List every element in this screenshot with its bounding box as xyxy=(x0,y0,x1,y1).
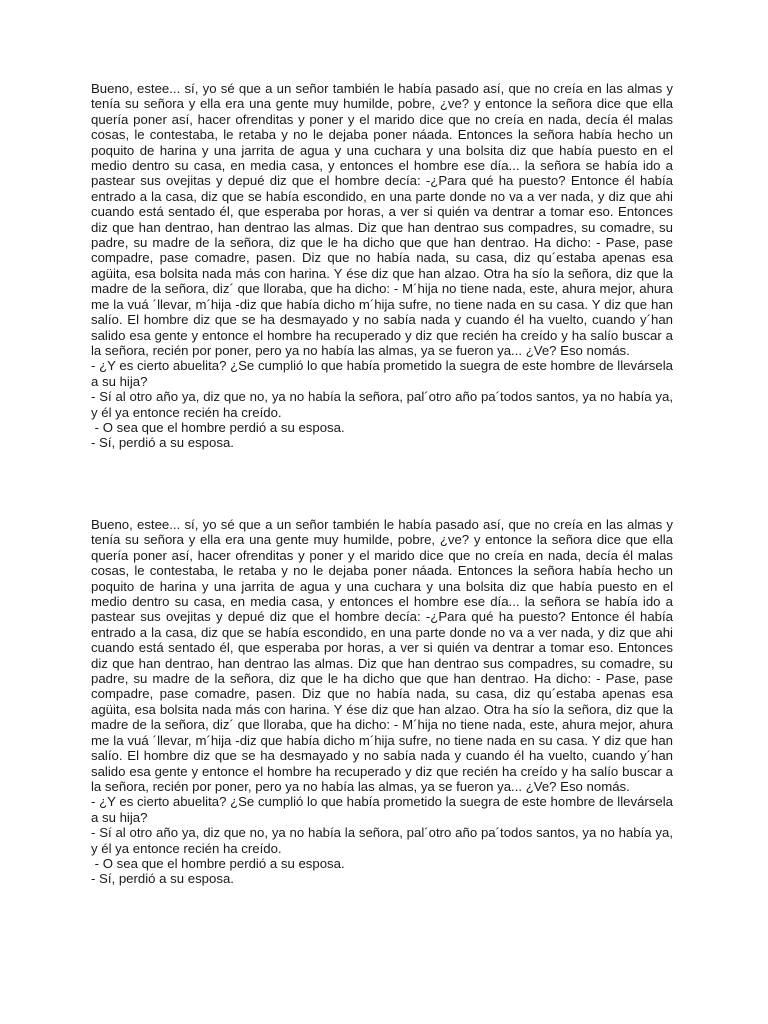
dialogue-reply: - Sí, perdió a su esposa. xyxy=(91,435,234,451)
dialogue-answer: - Sí al otro año ya, diz que no, ya no había la señora, pal´otro año pa´todos santos, ya no había ya, y él ya entonce recién ha creído. xyxy=(91,389,673,420)
story-section-1 xyxy=(91,81,673,451)
dialogue-remark: - O sea que el hombre perdió a su esposa. xyxy=(91,855,345,871)
story-section-2 xyxy=(91,517,673,887)
dialogue-reply: - Sí, perdió a su esposa. xyxy=(91,871,234,887)
dialogue-question: - ¿Y es cierto abuelita? ¿Se cumplió lo que había prometido la suegra de este hombre de llevársela a su hija? xyxy=(91,358,673,389)
dialogue-question: - ¿Y es cierto abuelita? ¿Se cumplió lo que había prometido la suegra de este hombre de llevársela a su hija? xyxy=(91,794,673,825)
narrative-paragraph: Bueno, estee... sí, yo sé que a un señor también le había pasado así, que no creía en las almas y tenía su señora y ella era una gente muy humilde, pobre, ¿ve? y entonce la señora dice que ella quería poner así, hacer ofrenditas y poner y el marido dice que no creía en nada, decía él malas cosas, le contestaba, le retaba y no le dejaba poner náada. Entonces la señora había hecho un poquito de harina y una jarrita de agua y una cuchara y una bolsita diz que había puesto en el medio dentro su casa, en media casa, y entonces el hombre ese día... la señora se había ido a pastear sus ovejitas y depué diz que el hombre decía: -¿Para qué ha puesto? Entonce él había entrado a la casa, diz que se había escondido, en una parte donde no va a ver nada, y diz que ahi cuando está sentado él, que esperaba por horas, a ver si quién va dentrar a tomar eso. Entonces diz que han dentrao, han dentrao las almas. Diz que han dentrao sus compadres, su comadre, su padre, su madre de la señora, diz que le ha dicho que que han dentrao. Ha dicho: - Pase, pase compadre, pase comadre, pasen. Diz que no había nada, su casa, diz qu´estaba apenas esa agüita, esa bolsita nada más con harina. Y ése diz que han alzao. Otra ha sío la señora, diz que la madre de la señora, diz´ que lloraba, que ha dicho: - M´hija no tiene nada, este, ahura mejor, ahura me la vuá ´llevar, m´hija -diz que había dicho m´hija sufre, no tiene nada en su casa. Y diz que han salío. El hombre diz que se ha desmayado y no sabía nada y cuando él ha vuelto, cuando y´han salido esa gente y entonce el hombre ha recuperado y diz que recién ha creído y ha salío buscar a la señora, recién por poner, pero ya no había las almas, ya se fueron ya... ¿Ve? Eso nomás. xyxy=(91,517,673,794)
narrative-paragraph: Bueno, estee... sí, yo sé que a un señor también le había pasado así, que no creía en las almas y tenía su señora y ella era una gente muy humilde, pobre, ¿ve? y entonce la señora dice que ella quería poner así, hacer ofrenditas y poner y el marido dice que no creía en nada, decía él malas cosas, le contestaba, le retaba y no le dejaba poner náada. Entonces la señora había hecho un poquito de harina y una jarrita de agua y una cuchara y una bolsita diz que había puesto en el medio dentro su casa, en media casa, y entonces el hombre ese día... la señora se había ido a pastear sus ovejitas y depué diz que el hombre decía: -¿Para qué ha puesto? Entonce él había entrado a la casa, diz que se había escondido, en una parte donde no va a ver nada, y diz que ahi cuando está sentado él, que esperaba por horas, a ver si quién va dentrar a tomar eso. Entonces diz que han dentrao, han dentrao las almas. Diz que han dentrao sus compadres, su comadre, su padre, su madre de la señora, diz que le ha dicho que que han dentrao. Ha dicho: - Pase, pase compadre, pase comadre, pasen. Diz que no había nada, su casa, diz qu´estaba apenas esa agüita, esa bolsita nada más con harina. Y ése diz que han alzao. Otra ha sío la señora, diz que la madre de la señora, diz´ que lloraba, que ha dicho: - M´hija no tiene nada, este, ahura mejor, ahura me la vuá ´llevar, m´hija -diz que había dicho m´hija sufre, no tiene nada en su casa. Y diz que han salío. El hombre diz que se ha desmayado y no sabía nada y cuando él ha vuelto, cuando y´han salido esa gente y entonce el hombre ha recuperado y diz que recién ha creído y ha salío buscar a la señora, recién por poner, pero ya no había las almas, ya se fueron ya... ¿Ve? Eso nomás. xyxy=(91,81,673,358)
dialogue-answer: - Sí al otro año ya, diz que no, ya no había la señora, pal´otro año pa´todos santos, ya no había ya, y él ya entonce recién ha creído. xyxy=(91,825,673,856)
dialogue-remark: - O sea que el hombre perdió a su esposa. xyxy=(91,419,345,435)
